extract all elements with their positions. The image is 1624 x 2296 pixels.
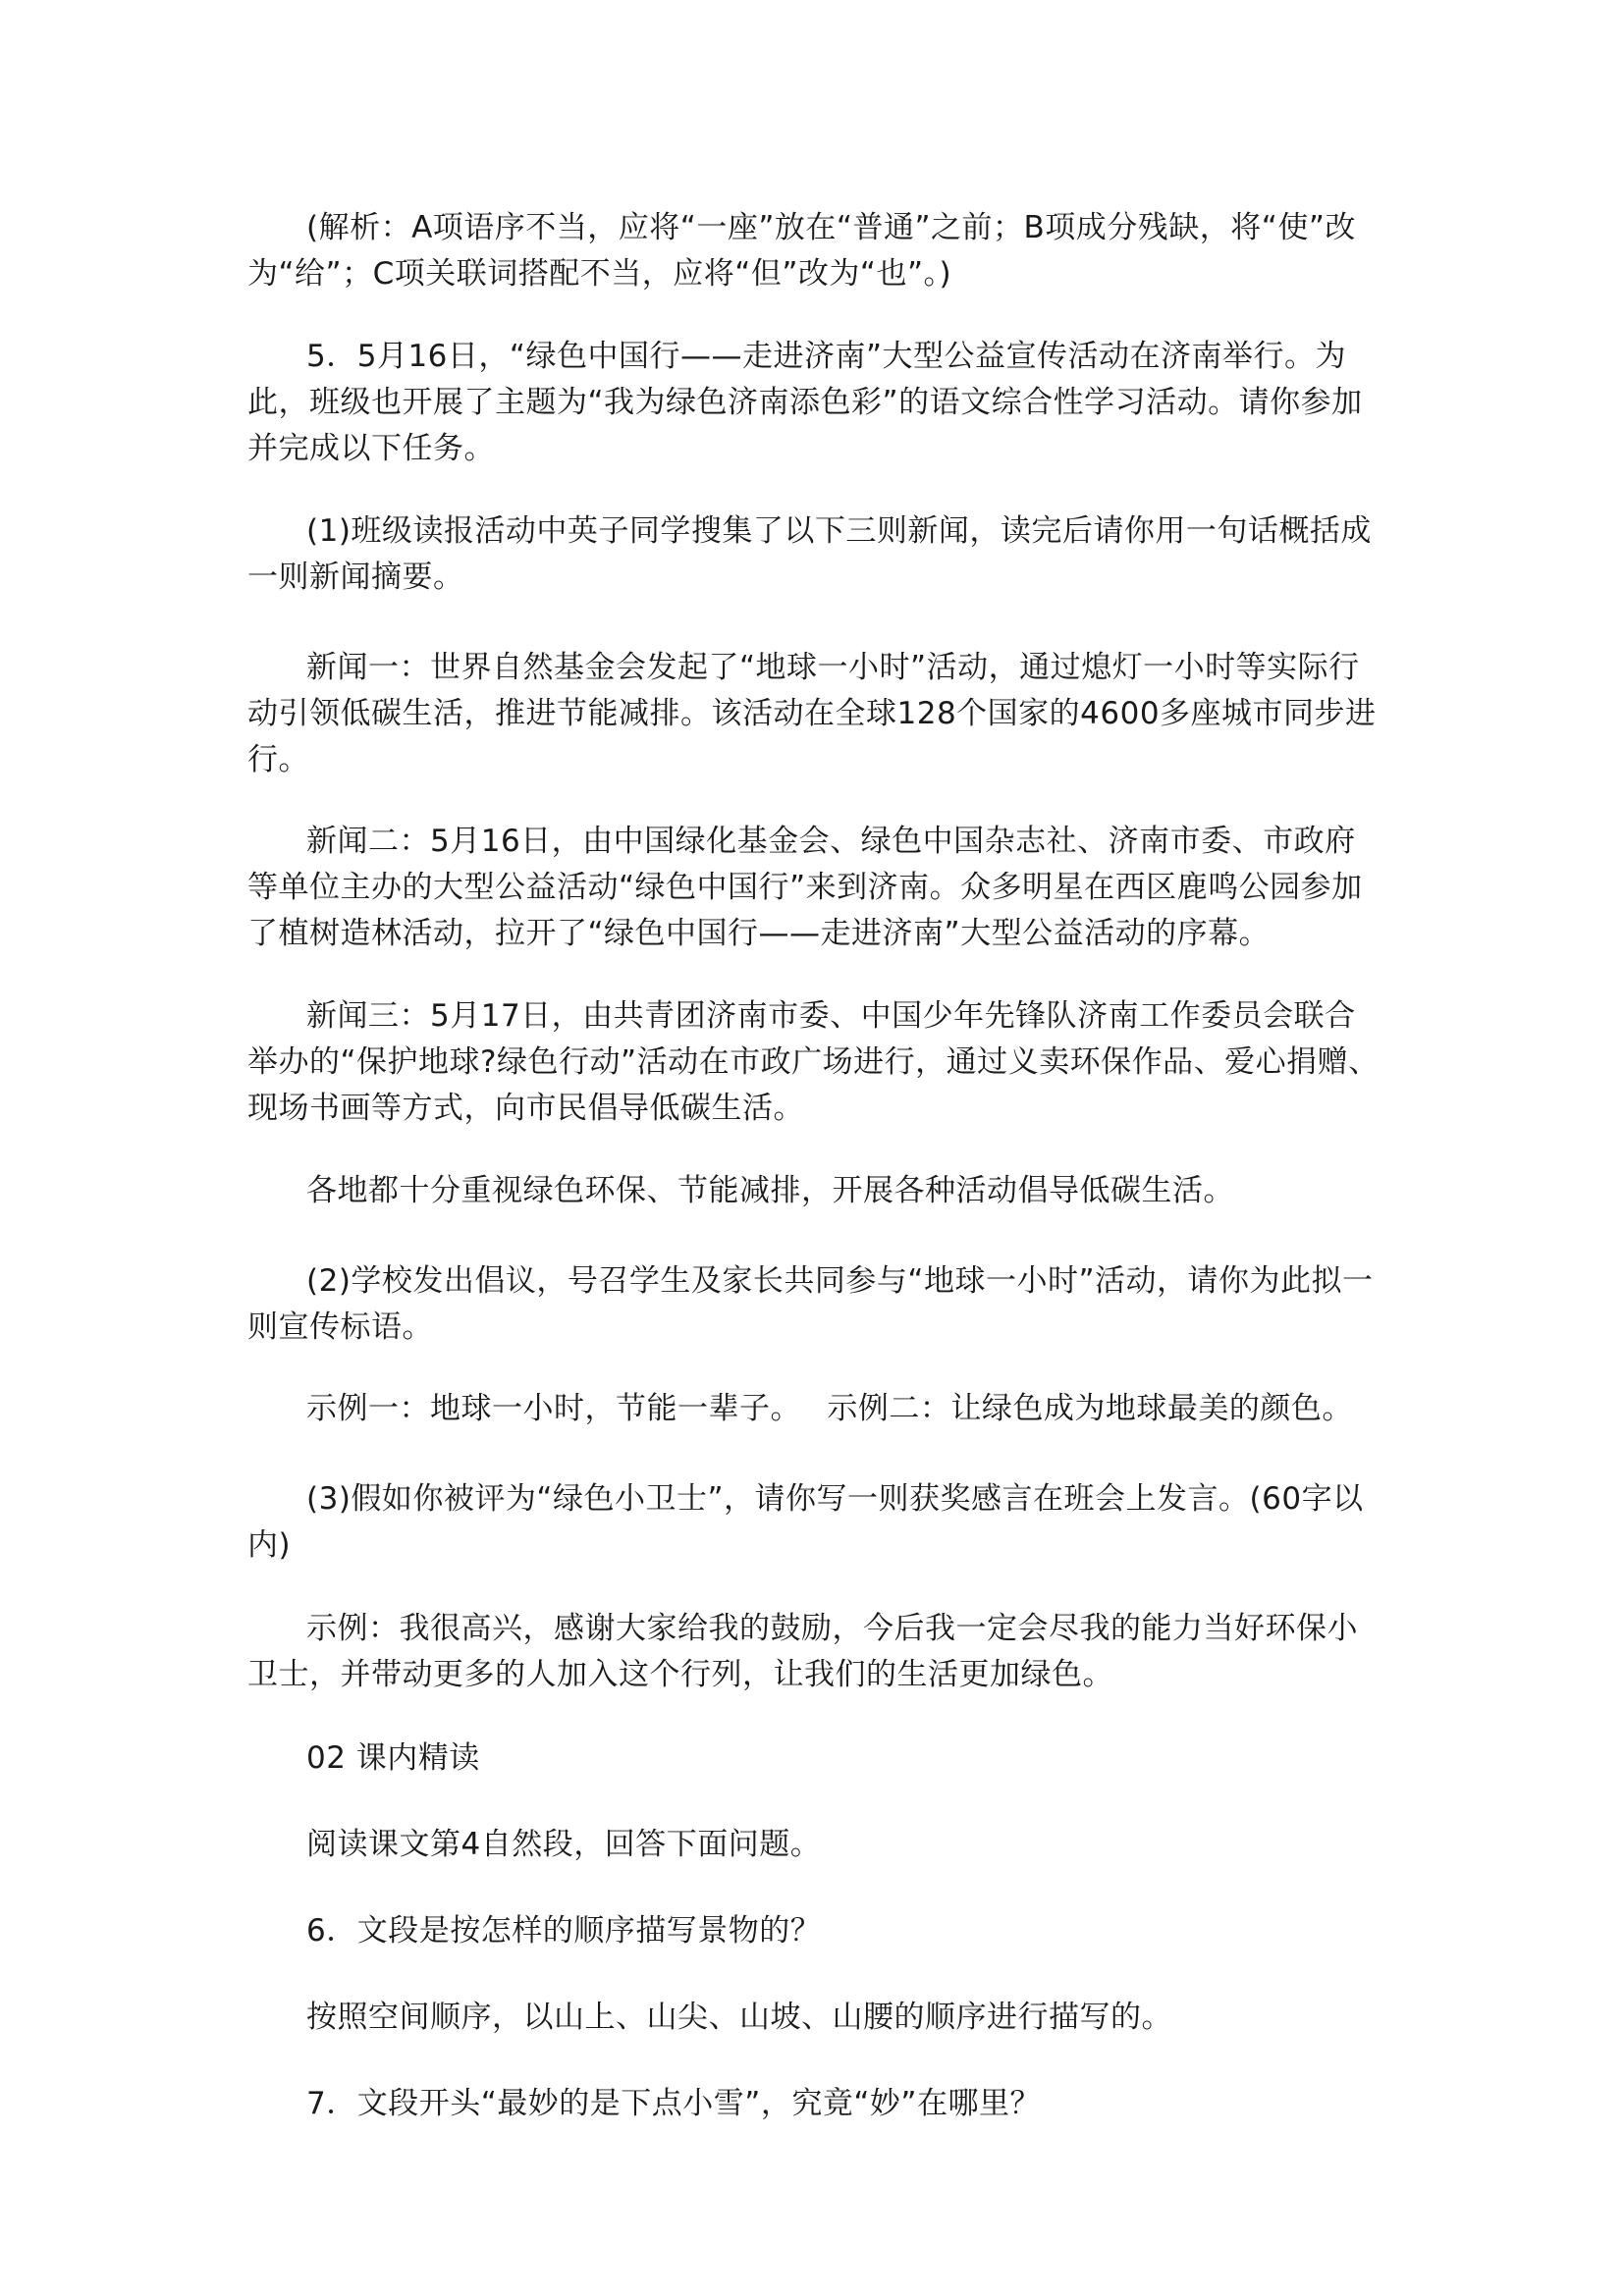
question-6: 6．文段是按怎样的顺序描写景物的？	[306, 1913, 822, 1949]
answer-6: 按照空间顺序，以山上、山尖、山坡、山腰的顺序进行描写的。	[306, 2000, 1172, 2035]
analysis-paragraph: (解析：A项语序不当，应将“一座”放在“普通”之前；B项成分残缺，将“使”改为“给”；C项关联词搭配不当，应将“但”改为“也”。)	[247, 210, 1356, 292]
task-3-paragraph: (3)假如你被评为“绿色小卫士”，请你写一则获奖感言在班会上发言。(60字以内)	[247, 1481, 1364, 1563]
document-page	[247, 0, 1382, 2296]
reading-instruction: 阅读课文第4自然段，回答下面问题。	[306, 1827, 822, 1862]
news-3-paragraph: 新闻三：5月17日，由共青团济南市委、中国少年先锋队济南工作委员会联合举办的“保护地球?绿色行动”活动在市政广场进行，通过义卖环保作品、爱心捐赠、现场书画等方式，向市民倡导低碳生活。	[247, 998, 1380, 1126]
speech-example: 示例：我很高兴，感谢大家给我的鼓励，今后我一定会尽我的能力当好环保小卫士，并带动更多的人加入这个行列，让我们的生活更加绿色。	[247, 1611, 1358, 1692]
question-7: 7．文段开头“最妙的是下点小雪”，究竟“妙”在哪里？	[306, 2086, 1041, 2121]
news-1-paragraph: 新闻一：世界自然基金会发起了“地球一小时”活动，通过熄灯一小时等实际行动引领低碳生活，推进节能减排。该活动在全球128个国家的4600多座城市同步进行。	[247, 650, 1377, 777]
section-heading-02: 02 课内精读	[306, 1740, 480, 1776]
slogan-examples: 示例一：地球一小时，节能一辈子。 示例二：让绿色成为地球最美的颜色。	[306, 1391, 1353, 1426]
task-1-paragraph: (1)班级读报活动中英子同学搜集了以下三则新闻，读完后请你用一句话概括成一则新闻摘要。	[247, 513, 1372, 595]
news-2-paragraph: 新闻二：5月16日，由中国绿化基金会、绿色中国杂志社、济南市委、市政府等单位主办的大型公益活动“绿色中国行”来到济南。众多明星在西区鹿鸣公园参加了植树造林活动，拉开了“绿色中国行——走进济南”大型公益活动的序幕。	[247, 824, 1363, 951]
task-2-paragraph: (2)学校发出倡议，号召学生及家长共同参与“地球一小时”活动，请你为此拟一则宣传标语。	[247, 1263, 1374, 1345]
news-summary-answer: 各地都十分重视绿色环保、节能减排，开展各种活动倡导低碳生活。	[306, 1173, 1234, 1208]
question-5-paragraph: 5．5月16日，“绿色中国行——走进济南”大型公益宣传活动在济南举行。为此，班级也开展了主题为“我为绿色济南添色彩”的语文综合性学习活动。请你参加并完成以下任务。	[247, 339, 1363, 466]
